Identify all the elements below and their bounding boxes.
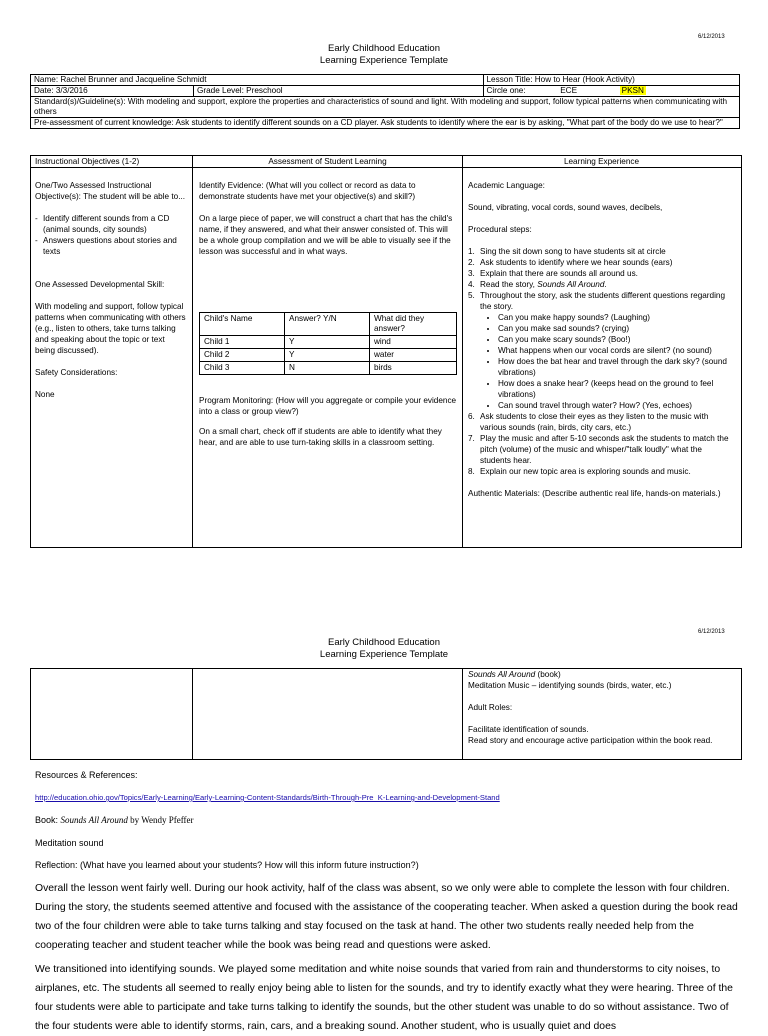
materials-cell [468, 669, 736, 746]
objective-item: Identify different sounds from a CD (animal sounds, city sounds) [43, 214, 170, 234]
standards-link-text[interactable]: http://education.ohio.gov/Topics/Early-Learning/Early-Learning-Content-Standards/Birth-Through-Pre_K-Learning-and-Development-Stand [35, 793, 500, 802]
reflection-heading: Reflection: (What have you learned about your students? How will this inform future instruction?) [35, 860, 419, 870]
objectives-heading: One/Two Assessed Instructional Objective(s): The student will be able to... [35, 181, 186, 201]
book-label: Book: [35, 815, 61, 825]
standards-link[interactable] [35, 792, 500, 803]
question-item: • Can you make scary sounds? (Boo!) [498, 334, 734, 345]
objectives-column: One/Two Assessed Instructional Objective(s): The student will be able to... - Identify different sounds from a CD (animal sounds, city sounds) - Answers questions about stories and texts One Assessed Developmental Skill: With modeling and support, follow typical patterns when communicating with others (e.g., listen to others, take turns talking and speaking about the topic or text being discussed). Safety Considerations: None [35, 181, 186, 399]
chart-header: Child's Name [200, 313, 285, 336]
book-material [468, 669, 736, 680]
question-list [468, 312, 734, 411]
lesson-title-cell: Lesson Title: How to Hear (Hook Activity) [483, 75, 740, 86]
col-header-learning: Learning Experience [563, 157, 640, 166]
pre-assessment-cell: Pre-assessment of current knowledge: Ask students to identify different sounds on a CD player. Ask students to identify where the ear is by asking, "What part of the body do we use to hear?" [31, 118, 740, 129]
procedural-heading: Procedural steps: [468, 225, 532, 234]
vocabulary: Sound, vibrating, vocal cords, sound waves, decibels, [468, 203, 663, 212]
learning-column: Academic Language: Sound, vibrating, vocal cords, sound waves, decibels, Procedural steps: 1. Sing the sit down song to have students sit at circle 2. Ask students to identify where we hear sounds (ears) 3. Explain that there are sounds all around us. 4. Read the story, Sounds All Around. 5. Throughout the story, ask the students different questions regarding the story. • Can you make happy sounds? (Laughing) • Can you make sad sounds? (crying) • Can you make scary sounds? (Boo!) • What happens when our vocal cords are silent? (no sound) • How does the bat hear and travel through the dark sky? (sound vibrations) • How does a snake hear? (keeps head on the ground to feel vibrations) • Can sound travel through water? How? (Yes, echoes) 6. Ask students to close their eyes as they listen to the music with various sounds (rain, birds, city cars, etc.) 7. Play the music and after 5-10 seconds ask the students to match the pitch (volume) of the music and whisper/"talk loudly" what the students hear. 8. Explain our new topic area is exploring sounds and music. Authentic Materials: (Describe authentic real life, hands-on materials.) [468, 180, 734, 499]
name-cell: Name: Rachel Brunner and Jacqueline Schmidt [31, 75, 484, 86]
book-author: by Wendy Pfeffer [127, 815, 194, 825]
column-divider-2 [462, 668, 463, 760]
date-stamp: 6/12/2013 [698, 629, 725, 635]
document-subtitle: Learning Experience Template [319, 649, 449, 660]
objective-item: Answers questions about stories and texts [43, 236, 177, 256]
procedure-step: Ask students to close their eyes as they listen to the music with various sounds (rain, birds, city cars, etc.) [480, 412, 709, 432]
procedure-step: Explain that there are sounds all around us. [480, 269, 638, 278]
question-item: • How does a snake hear? (keeps head on the ground to feel vibrations) [498, 378, 734, 400]
col-header-assessment: Assessment of Student Learning [268, 157, 387, 166]
document-title: Early Childhood Education [328, 637, 440, 648]
adult-roles-heading: Adult Roles: [468, 703, 513, 712]
procedure-step: Play the music and after 5-10 seconds ask the students to match the pitch (volume) of the music and whisper/"talk loudly" what the students hear. [480, 434, 729, 465]
book-reference [35, 814, 194, 826]
chart-row [200, 336, 457, 349]
question-item: • Can you make sad sounds? (crying) [498, 323, 734, 334]
student-chart [199, 312, 457, 375]
chart-cell: Child 1 [200, 336, 285, 349]
column-divider-1 [192, 668, 193, 760]
question-item: • How does the bat hear and travel through the dark sky? (sound vibrations) [498, 356, 734, 378]
question-item: • Can you make happy sounds? (Laughing) [498, 312, 734, 323]
reflection-paragraph: We transitioned into identifying sounds. We played some meditation and white noise sounds that varied from rain and thunderstorms to city noises, to airplanes, etc. The students all seemed to really enjoy being able to listen for the sounds, and try to identify exactly what they were hearing. Three of the four students were able to participate and take turns talking to identify the sounds, but the other student was unable to do so without assistance. Two of the four students were able to identify storms, rain, cars, and a breaking sound. Another student, who is usually quiet and does [35, 964, 733, 1032]
standards-cell: Standard(s)/Guideline(s): With modeling and support, explore the properties and characteristics of sound and light. With modeling and support, follow typical patterns when communicating with others [31, 97, 740, 118]
monitoring-description: On a small chart, check off if students are able to identify what they hear, and are able to use turn-taking skills in a classroom setting. [199, 427, 442, 447]
step4-period: . [604, 280, 607, 289]
chart-cell: wind [370, 336, 457, 349]
safety-heading: Safety Considerations: [35, 368, 118, 377]
procedure-step: Explain our new topic area is exploring sounds and music. [480, 467, 691, 476]
academic-language-heading: Academic Language: [468, 181, 545, 190]
ece-option: ECE [560, 86, 578, 95]
chart-row [200, 362, 457, 375]
procedure-step: Throughout the story, ask the students different questions regarding the story. [480, 291, 726, 311]
assessment-column [199, 180, 457, 257]
question-item: • What happens when our vocal cords are silent? (no sound) [498, 345, 734, 356]
chart-header: Answer? Y/N [285, 313, 370, 336]
chart-cell: water [370, 349, 457, 362]
chart-cell: Child 3 [200, 362, 285, 375]
document-title: Early Childhood Education [328, 43, 440, 54]
meditation-sound: Meditation sound [35, 838, 104, 848]
resources-heading: Resources & References: [35, 770, 138, 780]
monitoring-heading: Program Monitoring: (How will you aggregate or compile your evidence into a class or group view?) [199, 396, 457, 416]
question-item: • Can sound travel through water? How? (Yes, echoes) [498, 400, 734, 411]
book-material-title: Sounds All Around [468, 670, 536, 679]
procedure-step: Ask students to identify where we hear sounds (ears) [480, 258, 673, 267]
monitoring-section [199, 395, 457, 448]
developmental-heading: One Assessed Developmental Skill: [35, 280, 165, 289]
evidence-heading: Identify Evidence: (What will you collect or record as data to demonstrate students have met your objective(s) and skill?) [199, 181, 416, 201]
document-subtitle: Learning Experience Template [319, 55, 449, 66]
step4-book-title: Sounds All Around [537, 280, 605, 289]
chart-cell: birds [370, 362, 457, 375]
procedure-step [480, 279, 734, 290]
procedure-step: Sing the sit down song to have students sit at circle [480, 247, 666, 256]
chart-cell: Child 2 [200, 349, 285, 362]
book-material-suffix: (book) [535, 670, 561, 679]
book-name: Sounds All Around [60, 815, 128, 825]
info-table [30, 74, 740, 129]
pksn-option-highlighted: PKSN [621, 86, 644, 95]
chart-cell: N [285, 362, 370, 375]
col-header-objectives: Instructional Objectives (1-2) [35, 157, 140, 166]
reflection-paragraph: Overall the lesson went fairly well. During our hook activity, half of the class was absent, so we only were able to complete the lesson with four children. During the story, the students seemed attentive and focused with the assistance of the cooperating teacher. When asked a question during the book read two of the four children were able to take turns talking and stay focused on the task at hand. The other two students really needed help from the cooperating teacher and student teacher while the book was being read and questions were asked. [35, 883, 738, 951]
date-stamp: 6/12/2013 [698, 34, 725, 40]
safety-none: None [35, 390, 55, 399]
circle-one-cell [483, 86, 740, 97]
column-divider-1 [192, 155, 193, 548]
authentic-materials-heading: Authentic Materials: (Describe authentic real life, hands-on materials.) [468, 489, 721, 498]
column-divider-2 [462, 155, 463, 548]
date-cell: Date: 3/3/2016 [31, 86, 194, 97]
chart-cell: Y [285, 336, 370, 349]
grade-level-cell: Grade Level: Preschool [194, 86, 484, 97]
meditation-music: Meditation Music – identifying sounds (birds, water, etc.) [468, 681, 672, 690]
chart-header: What did they answer? [370, 313, 457, 336]
chart-cell: Y [285, 349, 370, 362]
chart-description: On a large piece of paper, we will construct a chart that has the child's name, if they answered, and what their answer consisted of. This will be a whole group compilation and we will be able to visually see if the lesson was successful and in what ways. [199, 214, 453, 256]
header-divider [30, 167, 742, 168]
circle-one-label: Circle one: [486, 86, 526, 95]
adult-role: Read story and encourage active participation within the book read. [468, 736, 713, 745]
chart-row [200, 349, 457, 362]
developmental-text: With modeling and support, follow typical patterns when communicating with others (e.g., listen to others, take turns talking and speaking about the topic or text being discussed). [35, 302, 186, 355]
step4-text: Read the story, [480, 280, 538, 289]
adult-role: Facilitate identification of sounds. [468, 725, 589, 734]
